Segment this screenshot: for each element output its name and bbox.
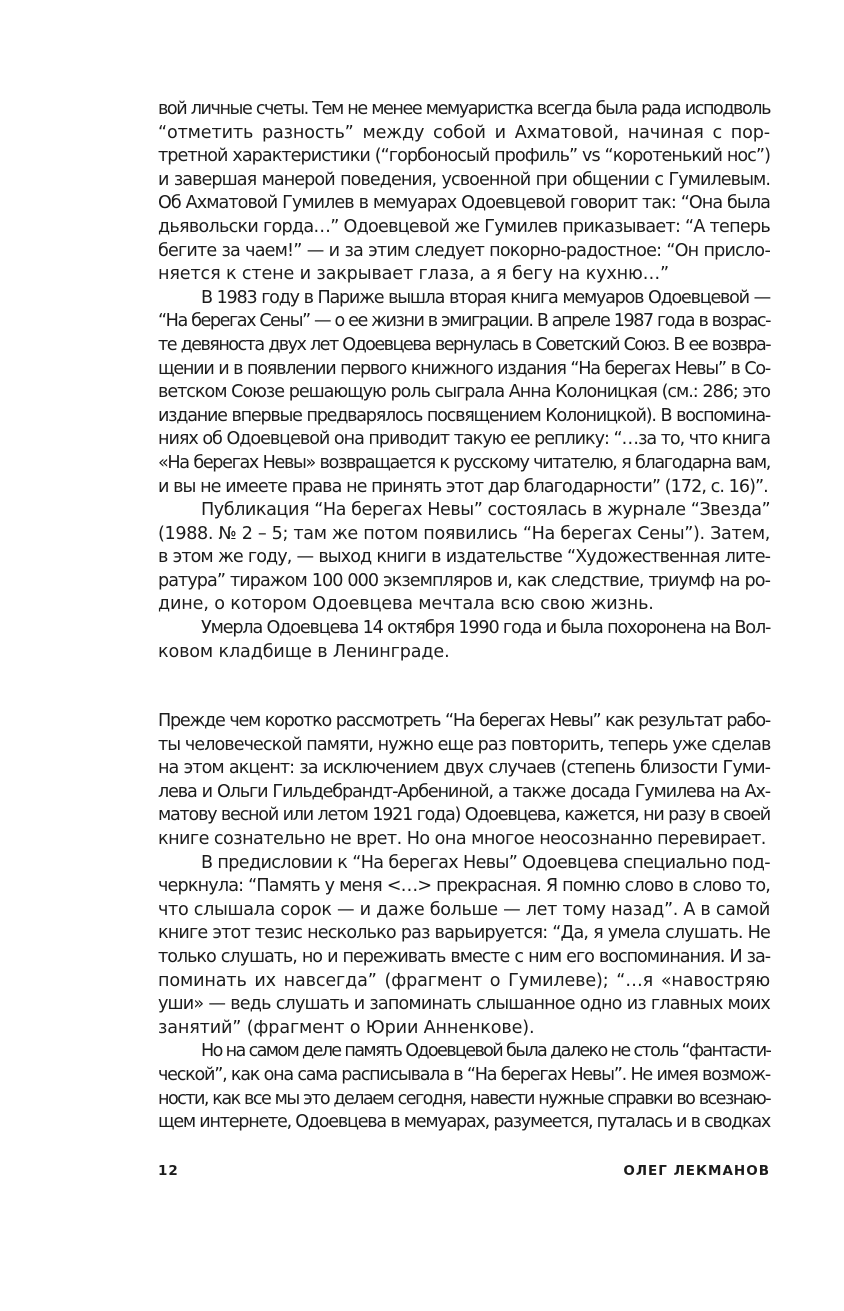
text-line: ратура” тиражом 100 000 экземпляров и, как следствие, триумф на ро- (158, 570, 770, 591)
text-line: Умерла Одоевцева 14 октября 1990 года и была похоронена на Вол- (201, 618, 771, 639)
text-line: уши» — ведь слушать и запоминать слышанное одно из главных моих (158, 994, 770, 1015)
text-line: и вы не имеете права не принять этот дар благодарности” (172, с. 16)”. (158, 476, 768, 497)
text-block-lower (158, 710, 770, 1135)
text-line: только слушать, но и переживать вместе с ним его воспоминания. И за- (158, 946, 770, 967)
text-line: ты человеческой памяти, нужно еще раз повторить, теперь уже сделав (158, 734, 771, 755)
text-line: ности, как все мы это делаем сегодня, навести нужные справки во всезнаю- (158, 1088, 770, 1109)
text-line: “отметить разность” между собой и Ахматовой, начиная с пор- (158, 122, 770, 143)
text-line: вой личные счеты. Тем не менее мемуаристка всегда была рада исподволь (158, 99, 770, 119)
text-line: на этом акцент: за исключением двух случаев (степень близости Гуми- (158, 758, 770, 779)
text-line: занятий” (фрагмент о Юрии Анненкове). (158, 1017, 535, 1038)
text-line: щем интернете, Одоевцева в мемуарах, разумеется, путалась и в сводках (158, 1112, 771, 1133)
text-line: в этом же году, — выход книги в издательстве “Художественная лите- (158, 547, 770, 568)
text-line: дьявольски горда…” Одоевцевой же Гумилев приказывает: “А теперь (158, 216, 770, 237)
text-line: черкнула: “Память у меня <…> прекрасная. Я помню слово в слово то, (158, 876, 770, 897)
text-line: поминать их навсегда” (фрагмент о Гумилеве); “…я «навостряю (158, 970, 770, 991)
text-line: третной характеристики (“горбоносый профиль” vs “коротенький нос”) (158, 146, 770, 167)
text-line: те девяноста двух лет Одоевцева вернулась в Советский Союз. В ее возвра- (158, 334, 770, 355)
text-line: няется к стене и закрывает глаза, а я бегу на кухню…” (158, 264, 670, 285)
text-line: Об Ахматовой Гумилев в мемуарах Одоевцевой говорит так: “Она была (158, 193, 770, 214)
text-line: книге сознательно не врет. Но она многое неосознанно перевирает. (158, 828, 766, 849)
page-footer (158, 1163, 770, 1185)
text-line: “На берегах Сены” — о ее жизни в эмиграции. В апреле 1987 года в возрас- (158, 311, 770, 332)
text-line: дине, о котором Одоевцева мечтала всю свою жизнь. (158, 594, 654, 615)
text-line: что слышала сорок — и даже больше — лет тому назад”. А в самой (158, 899, 770, 920)
text-line: (1988. № 2 – 5; там же потом появились “На берегах Сены”). Затем, (158, 523, 770, 544)
text-line: лева и Ольги Гильдебрандт-Арбениной, а также досада Гумилева на Ах- (158, 781, 770, 802)
text-line: Публикация “На берегах Невы” состоялась в журнале “Звезда” (201, 500, 771, 521)
text-line: ческой”, как она сама расписывала в “На берегах Невы”. Не имея возмож- (158, 1064, 770, 1085)
text-line: Прежде чем коротко рассмотреть “На берегах Невы” как результат рабо- (158, 711, 770, 731)
text-line: «На берегах Невы» возвращается к русскому читателю, я благодарна вам, (158, 452, 770, 473)
text-line: издание впервые предварялось посвящением Колоницкой). В воспомина- (158, 405, 770, 426)
text-line: и завершая манерой поведения, усвоенной при общении с Гумилевым. (158, 169, 770, 190)
text-line: ковом кладбище в Ленинграде. (158, 641, 450, 662)
text-line: В предисловии к “На берегах Невы” Одоевцева специально под- (201, 852, 770, 873)
text-line: матову весной или летом 1921 года) Одоевцева, кажется, ни разу в своей (158, 805, 770, 826)
text-line: книге этот тезис несколько раз варьируется: “Да, я умела слушать. Не (158, 923, 770, 944)
text-line: В 1983 году в Париже вышла вторая книга мемуаров Одоевцевой — (201, 287, 770, 308)
text-line: ветском Союзе решающую роль сыграла Анна Колоницкая (см.: 286; это (158, 382, 770, 403)
text-line: Но на самом деле память Одоевцевой была далеко не столь “фантасти- (201, 1041, 771, 1062)
text-line: щении и в появлении первого книжного издания “На берегах Невы” в Со- (158, 358, 770, 379)
page-number: 12 (158, 1163, 179, 1179)
text-line: ниях об Одоевцевой она приводит такую ее реплику: “…за то, что книга (158, 429, 770, 450)
text-block-upper (158, 98, 770, 664)
running-head-author: ОЛЕГ ЛЕКМАНОВ (623, 1163, 770, 1179)
text-line: бегите за чаем!” — и за этим следует покорно-радостное: “Он прислo- (158, 240, 770, 261)
